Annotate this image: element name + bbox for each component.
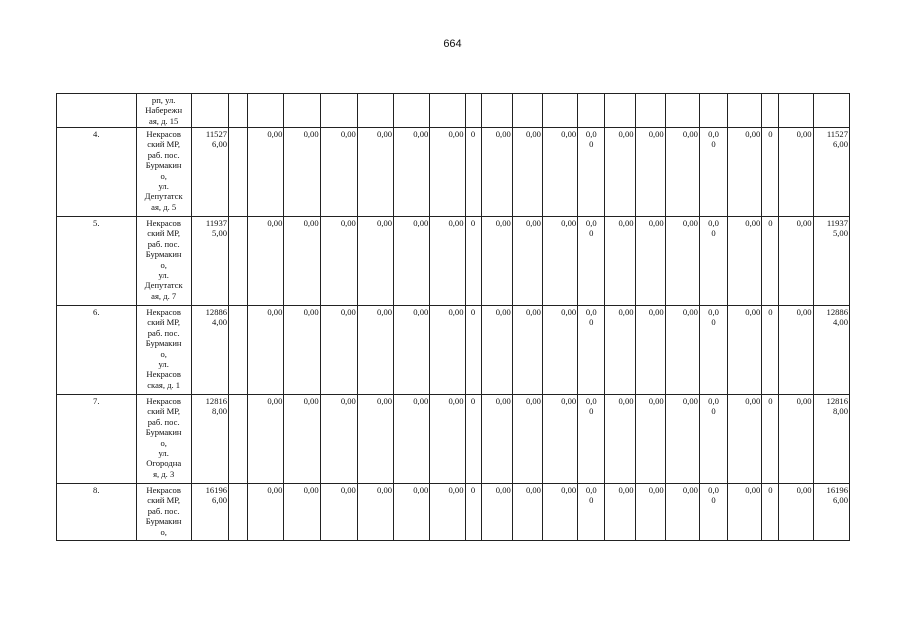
value-cell: 0,00 <box>605 128 635 217</box>
value-cell: 0,00 <box>320 484 357 541</box>
value-cell: 0 <box>465 306 481 395</box>
value-cell: 0,0 0 <box>578 128 605 217</box>
address-cell: Некрасов ский МР, раб. пос. Бурмакин о, ул. Огородна я, д. 3 <box>136 395 191 484</box>
value-cell: 0,00 <box>430 128 465 217</box>
value-cell: 0 <box>465 484 481 541</box>
value-cell: 12816 8,00 <box>813 395 849 484</box>
value-cell: 0,00 <box>320 128 357 217</box>
value-cell: 0 <box>762 217 779 306</box>
value-cell: 0,00 <box>320 306 357 395</box>
value-cell: 0,00 <box>430 395 465 484</box>
table-row <box>57 128 850 217</box>
value-cell: 0,00 <box>542 395 577 484</box>
value-cell: 0,0 0 <box>578 217 605 306</box>
value-cell: 0,00 <box>430 484 465 541</box>
value-cell <box>605 94 635 128</box>
value-cell <box>665 94 699 128</box>
value-cell: 0,00 <box>542 484 577 541</box>
table-row <box>57 484 850 541</box>
value-cell <box>229 94 248 128</box>
value-cell: 0,00 <box>284 217 320 306</box>
value-cell: 0,00 <box>320 217 357 306</box>
value-cell: 0 <box>762 395 779 484</box>
value-cell: 0,00 <box>248 128 284 217</box>
value-cell: 0,00 <box>512 484 542 541</box>
value-cell: 0,00 <box>512 395 542 484</box>
table-row <box>57 217 850 306</box>
row-number-cell <box>57 94 137 128</box>
value-cell: 0,0 0 <box>699 306 727 395</box>
value-cell: 0,00 <box>394 306 430 395</box>
value-cell: 0,00 <box>728 128 762 217</box>
value-cell: 0,00 <box>779 306 813 395</box>
value-cell <box>762 94 779 128</box>
value-cell: 0,00 <box>665 484 699 541</box>
value-cell <box>229 395 248 484</box>
value-cell: 0,00 <box>284 484 320 541</box>
value-cell <box>512 94 542 128</box>
value-cell <box>229 306 248 395</box>
value-cell: 0,0 0 <box>699 484 727 541</box>
value-cell: 11527 6,00 <box>191 128 228 217</box>
value-cell: 0,00 <box>665 217 699 306</box>
value-cell: 12816 8,00 <box>191 395 228 484</box>
value-cell <box>578 94 605 128</box>
value-cell: 0,00 <box>357 484 393 541</box>
row-number-cell: 6. <box>57 306 137 395</box>
value-cell: 0,00 <box>605 306 635 395</box>
row-number-cell: 8. <box>57 484 137 541</box>
value-cell: 0,00 <box>779 128 813 217</box>
value-cell <box>430 94 465 128</box>
value-cell: 0,00 <box>394 484 430 541</box>
value-cell <box>728 94 762 128</box>
value-cell: 0,00 <box>635 395 665 484</box>
value-cell <box>357 94 393 128</box>
value-cell: 0,00 <box>481 484 512 541</box>
value-cell: 0 <box>762 128 779 217</box>
value-cell: 0,00 <box>430 306 465 395</box>
value-cell <box>465 94 481 128</box>
value-cell <box>248 94 284 128</box>
value-cell: 0,0 0 <box>578 484 605 541</box>
value-cell <box>284 94 320 128</box>
value-cell <box>481 94 512 128</box>
table-row <box>57 395 850 484</box>
address-cell: Некрасов ский МР, раб. пос. Бурмакин о, ул. Депутатск ая, д. 5 <box>136 128 191 217</box>
value-cell: 0,00 <box>728 217 762 306</box>
value-cell: 0,00 <box>728 395 762 484</box>
value-cell: 0,00 <box>284 306 320 395</box>
value-cell: 0 <box>465 217 481 306</box>
value-cell: 12886 4,00 <box>813 306 849 395</box>
value-cell: 0,00 <box>728 484 762 541</box>
value-cell <box>229 217 248 306</box>
value-cell <box>191 94 228 128</box>
data-table <box>56 93 850 541</box>
value-cell: 0,00 <box>665 128 699 217</box>
value-cell: 0,00 <box>542 306 577 395</box>
value-cell: 0,00 <box>779 484 813 541</box>
value-cell: 11527 6,00 <box>813 128 849 217</box>
value-cell: 0,00 <box>481 306 512 395</box>
address-cell: Некрасов ский МР, раб. пос. Бурмакин о, ул. Некрасов ская, д. 1 <box>136 306 191 395</box>
value-cell: 0,00 <box>635 306 665 395</box>
value-cell: 0,00 <box>320 395 357 484</box>
value-cell: 0,0 0 <box>578 306 605 395</box>
value-cell: 0,00 <box>635 128 665 217</box>
value-cell: 0,00 <box>605 395 635 484</box>
value-cell: 0,00 <box>430 217 465 306</box>
value-cell: 0,00 <box>357 306 393 395</box>
page-number: 664 <box>443 38 462 50</box>
value-cell: 0,00 <box>665 306 699 395</box>
value-cell: 0,00 <box>635 217 665 306</box>
address-cell: Некрасов ский МР, раб. пос. Бурмакин о, ул. Депутатск ая, д. 7 <box>136 217 191 306</box>
value-cell: 0,00 <box>512 306 542 395</box>
value-cell: 0,00 <box>779 395 813 484</box>
value-cell <box>635 94 665 128</box>
value-cell <box>779 94 813 128</box>
value-cell <box>394 94 430 128</box>
value-cell: 0,00 <box>512 128 542 217</box>
value-cell: 11937 5,00 <box>191 217 228 306</box>
value-cell: 0,00 <box>728 306 762 395</box>
value-cell: 0,00 <box>605 217 635 306</box>
value-cell: 16196 6,00 <box>191 484 228 541</box>
value-cell: 0,0 0 <box>699 395 727 484</box>
value-cell: 0,00 <box>512 217 542 306</box>
row-number-cell: 5. <box>57 217 137 306</box>
value-cell: 0,00 <box>394 128 430 217</box>
value-cell: 0,00 <box>481 395 512 484</box>
value-cell <box>229 484 248 541</box>
address-cell: Некрасов ский МР, раб. пос. Бурмакин о, <box>136 484 191 541</box>
value-cell: 0,0 0 <box>578 395 605 484</box>
value-cell: 0,00 <box>665 395 699 484</box>
value-cell: 0,00 <box>542 217 577 306</box>
value-cell: 0 <box>762 484 779 541</box>
value-cell: 0,00 <box>357 395 393 484</box>
value-cell <box>320 94 357 128</box>
value-cell: 0,00 <box>542 128 577 217</box>
value-cell <box>813 94 849 128</box>
value-cell <box>229 128 248 217</box>
value-cell: 0,00 <box>357 128 393 217</box>
table-row <box>57 306 850 395</box>
value-cell: 0,00 <box>481 217 512 306</box>
value-cell: 0,00 <box>248 484 284 541</box>
value-cell <box>542 94 577 128</box>
value-cell: 0,00 <box>248 306 284 395</box>
row-number-cell: 7. <box>57 395 137 484</box>
address-cell: рп, ул. Набережн ая, д. 15 <box>136 94 191 128</box>
value-cell <box>699 94 727 128</box>
value-cell: 0,0 0 <box>699 128 727 217</box>
value-cell: 0,00 <box>357 217 393 306</box>
value-cell: 0,00 <box>284 395 320 484</box>
row-number-cell: 4. <box>57 128 137 217</box>
value-cell: 0,00 <box>481 128 512 217</box>
value-cell: 11937 5,00 <box>813 217 849 306</box>
value-cell: 0,00 <box>605 484 635 541</box>
value-cell: 0 <box>465 128 481 217</box>
value-cell: 0 <box>465 395 481 484</box>
value-cell: 0,00 <box>779 217 813 306</box>
table-row <box>57 94 850 128</box>
value-cell: 0,00 <box>394 395 430 484</box>
value-cell: 0,00 <box>248 395 284 484</box>
value-cell: 0,0 0 <box>699 217 727 306</box>
value-cell: 0,00 <box>284 128 320 217</box>
value-cell: 0,00 <box>248 217 284 306</box>
value-cell: 12886 4,00 <box>191 306 228 395</box>
value-cell: 0 <box>762 306 779 395</box>
value-cell: 16196 6,00 <box>813 484 849 541</box>
value-cell: 0,00 <box>635 484 665 541</box>
value-cell: 0,00 <box>394 217 430 306</box>
